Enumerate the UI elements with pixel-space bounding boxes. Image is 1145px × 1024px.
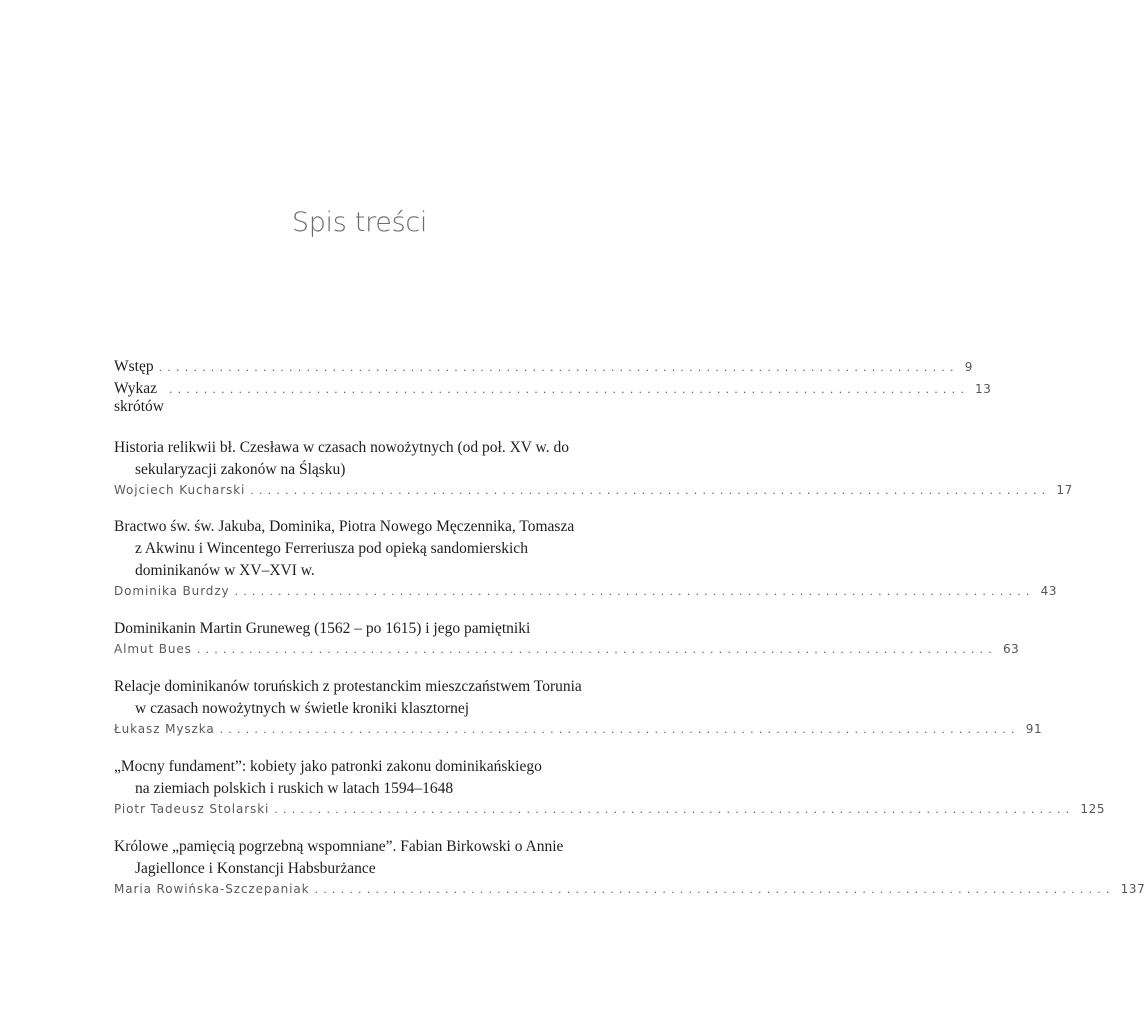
dot-leader: ............................................................................................ xyxy=(158,361,959,374)
toc-entry-wykaz-skrotow[interactable] xyxy=(114,380,992,416)
dot-leader: ............................................................................................ xyxy=(219,723,1020,736)
page-number: 125 xyxy=(1080,802,1106,816)
toc-entry-label: Wykaz skrótów xyxy=(114,380,164,415)
toc-author-row[interactable] xyxy=(114,882,1145,896)
toc-author-row[interactable] xyxy=(114,642,1020,656)
article-author: Almut Bues xyxy=(114,642,192,656)
article-title-line: z Akwinu i Wincentego Ferreriusza pod opieką sandomierskich xyxy=(135,540,528,557)
page-number: 43 xyxy=(1040,584,1058,598)
article-title-line: Dominikanin Martin Gruneweg (1562 – po 1615) i jego pamiętniki xyxy=(114,620,531,637)
page-number: 9 xyxy=(964,360,973,374)
toc-author-row[interactable] xyxy=(114,802,1106,816)
article-title-line: Historia relikwii bł. Czesława w czasach nowożytnych (od poł. XV w. do xyxy=(114,439,569,456)
article-title-line: dominikanów w XV–XVI w. xyxy=(135,562,315,579)
article-title-line: Relacje dominikanów toruńskich z protestanckim mieszczaństwem Torunia xyxy=(114,678,582,695)
article-title-line: „Mocny fundament”: kobiety jako patronki zakonu dominikańskiego xyxy=(114,758,542,775)
article-author: Dominika Burdzy xyxy=(114,584,230,598)
page-number: 13 xyxy=(975,382,992,396)
dot-leader: ............................................................................................ xyxy=(168,383,970,396)
toc-entry-wstep[interactable] xyxy=(114,358,973,376)
dot-leader: ............................................................................................ xyxy=(314,883,1115,896)
article-author: Wojciech Kucharski xyxy=(114,483,246,497)
article-title-line: sekularyzacji zakonów na Śląsku) xyxy=(135,461,346,478)
page-number: 17 xyxy=(1056,483,1073,497)
article-title[interactable] xyxy=(114,437,634,481)
dot-leader: ............................................................................................ xyxy=(250,484,1051,497)
article-title[interactable] xyxy=(114,676,634,720)
dot-leader: ............................................................................................ xyxy=(234,585,1035,598)
toc-author-row[interactable] xyxy=(114,483,1073,497)
article-title-line: Jagiellonce i Konstancji Habsburżance xyxy=(135,860,376,877)
article-author: Maria Rowińska-Szczepaniak xyxy=(114,882,310,896)
article-title-line: Bractwo św. św. Jakuba, Dominika, Piotra Nowego Męczennika, Tomasza xyxy=(114,518,575,535)
page-number: 137 xyxy=(1120,882,1145,896)
article-author: Piotr Tadeusz Stolarski xyxy=(114,802,270,816)
toc-entry-label: Wstęp xyxy=(114,358,154,375)
article-author: Łukasz Myszka xyxy=(114,722,215,736)
dot-leader: ............................................................................................ xyxy=(274,803,1075,816)
page-number: 91 xyxy=(1025,722,1043,736)
article-title[interactable] xyxy=(114,756,634,800)
article-title[interactable] xyxy=(114,516,634,582)
page-title: Spis treści xyxy=(291,207,428,238)
toc-author-row[interactable] xyxy=(114,722,1043,736)
article-title-line: w czasach nowożytnych w świetle kroniki klasztornej xyxy=(135,700,470,717)
toc-author-row[interactable] xyxy=(114,584,1058,598)
article-title[interactable] xyxy=(114,618,634,640)
article-title-line: na ziemiach polskich i ruskich w latach 1594–1648 xyxy=(135,780,454,797)
article-title[interactable] xyxy=(114,836,634,880)
article-title-line: Królowe „pamięcią pogrzebną wspomniane”. Fabian Birkowski o Annie xyxy=(114,838,564,855)
page-number: 63 xyxy=(1002,642,1020,656)
dot-leader: ............................................................................................ xyxy=(196,643,997,656)
